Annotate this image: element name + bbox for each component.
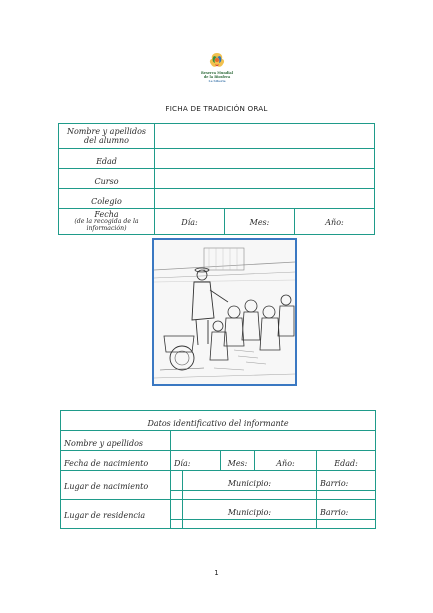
residence-neighborhood-label: Barrio: xyxy=(320,508,349,517)
informant-header: Datos identificativo del informante xyxy=(147,419,289,428)
student-name-label-cell xyxy=(59,124,155,149)
residence-municipality-value[interactable] xyxy=(183,520,317,529)
date-note-1: (de la recogida de la xyxy=(74,218,139,225)
birthdate-label: Fecha de nacimiento xyxy=(64,459,149,468)
age-label-cell xyxy=(59,149,155,169)
birth-year-label: Año: xyxy=(276,459,295,468)
biosphere-emblem-icon xyxy=(206,50,228,72)
residence-municipality-label: Municipio: xyxy=(227,508,272,517)
course-label: Curso xyxy=(94,177,119,186)
residence-neighborhood-field[interactable] xyxy=(317,500,376,520)
page-title: FICHA DE TRADICIÓN ORAL xyxy=(165,104,268,113)
school-field[interactable] xyxy=(155,189,375,209)
informant-name-field[interactable] xyxy=(171,431,376,451)
student-name-field[interactable] xyxy=(155,124,375,149)
logo-line-2: de la Biosfera xyxy=(203,74,231,79)
residence-neighborhood-value[interactable] xyxy=(317,520,376,529)
informant-name-label: Nombre y apellidos xyxy=(64,439,144,448)
biosphere-logo xyxy=(198,50,236,94)
course-label-cell xyxy=(59,169,155,189)
oral-tradition-photo xyxy=(152,238,297,386)
birth-month-field[interactable] xyxy=(221,451,255,471)
age-label: Edad xyxy=(96,157,117,166)
informant-header-cell xyxy=(61,411,376,431)
student-day-field[interactable] xyxy=(155,209,225,235)
birthplace-label: Lugar de nacimiento xyxy=(64,482,149,491)
student-month-label: Mes: xyxy=(249,218,270,227)
page-number: 1 xyxy=(214,569,219,577)
residence-label: Lugar de residencia xyxy=(64,511,146,520)
student-info-table xyxy=(58,123,375,235)
photo-sketch xyxy=(154,240,295,384)
age-field[interactable] xyxy=(155,149,375,169)
student-name-label-1: Nombre y apellidos xyxy=(66,127,147,136)
informant-age-label: Edad: xyxy=(334,459,358,468)
student-day-label: Día: xyxy=(181,218,198,227)
residence-label-cell xyxy=(61,500,171,529)
informant-info-table xyxy=(60,410,376,529)
birthplace-label-cell xyxy=(61,471,171,500)
birth-municipality-field[interactable] xyxy=(183,471,317,491)
logo-line-3: La Siberia xyxy=(208,78,226,83)
informant-name-label-cell xyxy=(61,431,171,451)
date-label: Fecha xyxy=(94,210,119,219)
birth-municipality-value[interactable] xyxy=(183,491,317,500)
student-name-label-2: del alumno xyxy=(84,136,129,145)
school-label: Colegio xyxy=(91,197,122,206)
birth-neighborhood-label: Barrio: xyxy=(320,479,349,488)
birth-neighborhood-value[interactable] xyxy=(317,491,376,500)
school-label-cell xyxy=(59,189,155,209)
student-month-field[interactable] xyxy=(225,209,295,235)
birth-neighborhood-field[interactable] xyxy=(317,471,376,491)
student-year-field[interactable] xyxy=(295,209,375,235)
birth-day-label: Día: xyxy=(174,459,191,468)
student-year-label: Año: xyxy=(325,218,344,227)
birth-municipality-label: Municipio: xyxy=(227,479,272,488)
residence-municipality-field[interactable] xyxy=(183,500,317,520)
date-label-cell xyxy=(59,209,155,235)
birth-day-field[interactable] xyxy=(171,451,221,471)
course-field[interactable] xyxy=(155,169,375,189)
logo-line-1: Reserva Mundial xyxy=(200,71,233,75)
birthdate-label-cell xyxy=(61,451,171,471)
birth-month-label: Mes: xyxy=(227,459,248,468)
birth-year-field[interactable] xyxy=(255,451,317,471)
informant-age-field[interactable] xyxy=(317,451,376,471)
date-note-2: información) xyxy=(86,225,127,232)
